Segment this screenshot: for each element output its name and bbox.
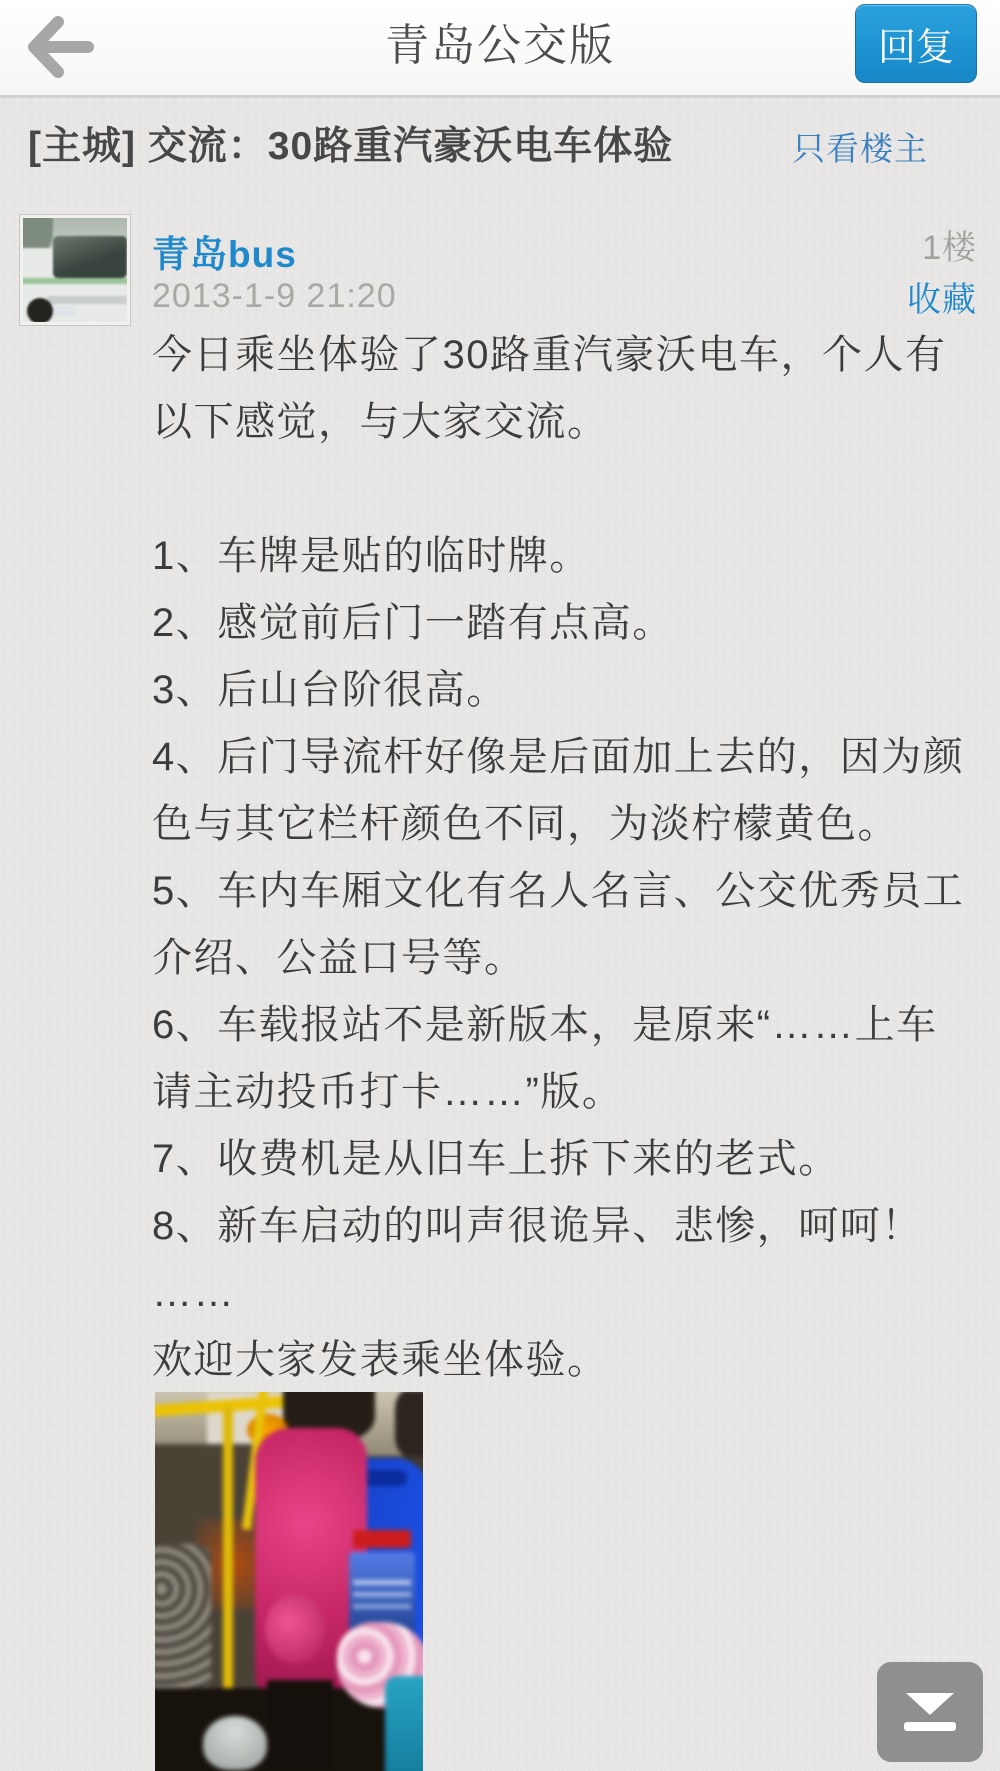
post-content-line: 7、收费机是从旧车上拆下来的老式。 — [152, 1137, 840, 1181]
post-content-line: 以下感觉，与大家交流。 — [152, 400, 609, 444]
post-content-line: 介绍、公益口号等。 — [152, 936, 526, 980]
avatar[interactable] — [20, 215, 130, 325]
navbar — [0, 0, 1000, 97]
attached-photo[interactable] — [155, 1392, 423, 1771]
post-content-line: 色与其它栏杆颜色不同，为淡柠檬黄色。 — [152, 802, 899, 846]
thread-title: [主城] 交流：30路重汽豪沃电车体验 — [28, 125, 674, 168]
only-op-link[interactable]: 只看楼主 — [792, 130, 928, 167]
post-content-line: 3、后山台阶很高。 — [152, 668, 508, 712]
bus-interior-photo — [155, 1392, 423, 1771]
post-content-line — [152, 456, 992, 523]
bus-photo-avatar — [20, 215, 130, 325]
favorite-link[interactable]: 收藏 — [907, 281, 977, 319]
post-content — [152, 322, 992, 1394]
post-content-line: …… — [152, 1271, 235, 1315]
post-date: 2013-1-9 21:20 — [152, 277, 397, 315]
post-content-line: 1、车牌是贴的临时牌。 — [152, 534, 591, 578]
scroll-to-bottom-icon — [904, 1693, 956, 1731]
floor-badge: 1楼 — [922, 229, 977, 267]
scroll-to-bottom-button[interactable] — [877, 1662, 983, 1762]
page-title: 青岛公交版 — [385, 21, 615, 70]
post-content-line: 请主动投币打卡……”版。 — [152, 1070, 624, 1114]
author-name[interactable]: 青岛bus — [152, 234, 297, 275]
thread-title-row — [0, 97, 1000, 179]
post-content-line: 2、感觉前后门一踏有点高。 — [152, 601, 674, 645]
post-content-line: 5、车内车厢文化有名人名言、公交优秀员工 — [152, 869, 965, 913]
post-content-line: 6、车载报站不是新版本，是原来“……上车 — [152, 1003, 938, 1047]
post-content-line: 欢迎大家发表乘坐体验。 — [152, 1338, 609, 1382]
reply-button[interactable]: 回复 — [855, 4, 977, 83]
post-content-line: 今日乘坐体验了30路重汽豪沃电车，个人有 — [152, 333, 947, 377]
post-content-line: 8、新车启动的叫声很诡异、悲惨，呵呵！ — [152, 1204, 923, 1248]
post-content-line: 4、后门导流杆好像是后面加上去的，因为颜 — [152, 735, 965, 779]
